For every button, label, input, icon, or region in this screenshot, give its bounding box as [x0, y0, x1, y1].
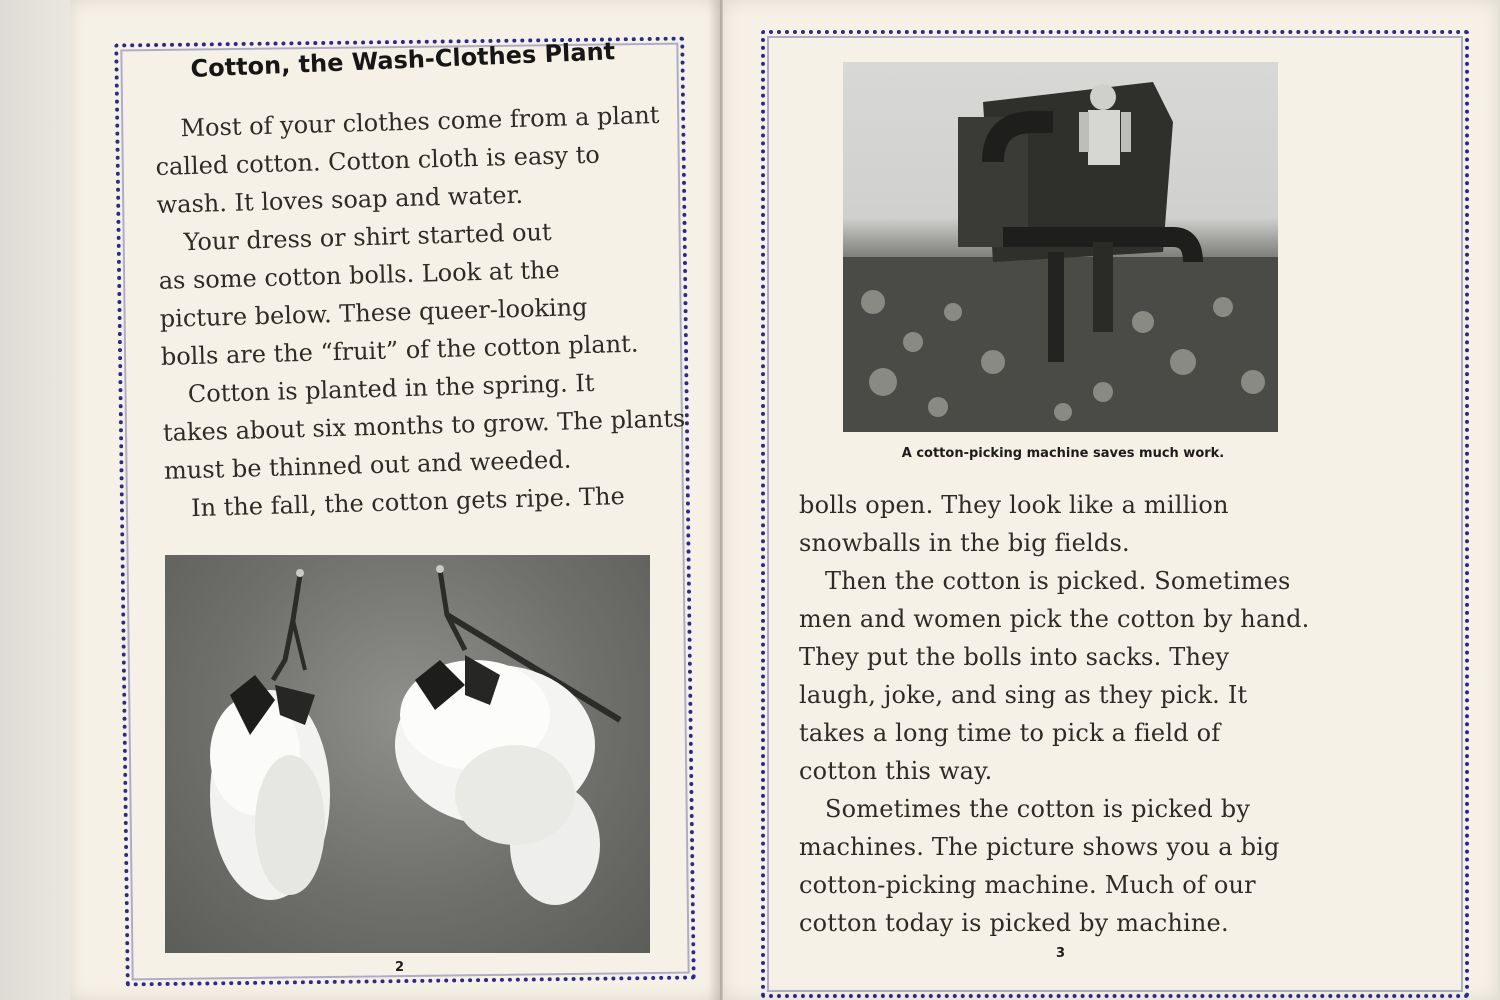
paragraph: [157, 209, 691, 376]
text-line: wash. It loves soap and water.: [156, 180, 524, 219]
text-line: Sometimes the cotton is picked by: [825, 795, 1251, 823]
machine-illustration: [843, 62, 1278, 432]
cotton-picking-machine-photo: [843, 62, 1278, 432]
right-page: [722, 0, 1498, 1000]
text-line: cotton this way.: [799, 757, 993, 785]
text-line: men and women pick the cotton by hand.: [799, 605, 1310, 633]
text-line: Then the cotton is picked. Sometimes: [825, 567, 1291, 595]
text-line: Most of your clothes come from a plant: [180, 100, 660, 143]
cotton-bolls-illustration: [165, 555, 650, 953]
text-line: cotton-picking machine. Much of our: [799, 871, 1256, 899]
paragraph: [161, 361, 694, 490]
page-number: 2: [395, 960, 405, 975]
text-line: bolls open. They look like a million: [799, 491, 1229, 519]
text-line: machines. The picture shows you a big: [799, 833, 1280, 861]
page-number: 3: [1056, 946, 1066, 961]
text-line: Cotton is planted in the spring. It: [187, 368, 595, 409]
paragraph: [799, 790, 1359, 942]
paragraph: [799, 562, 1359, 790]
text-line: Your dress or shirt started out: [183, 217, 552, 257]
cotton-bolls-photo: [165, 555, 650, 953]
page-title: Cotton, the Wash-Clothes Plant: [190, 37, 616, 83]
left-body-text: [154, 95, 695, 528]
text-line: They put the bolls into sacks. They: [799, 643, 1230, 671]
text-line: takes a long time to pick a field of: [799, 719, 1221, 747]
text-line: must be thinned out and weeded.: [163, 445, 572, 485]
photo-caption: A cotton-picking machine saves much work.: [901, 446, 1225, 461]
text-line: In the fall, the cotton gets ripe. The: [190, 482, 626, 523]
text-line: snowballs in the big fields.: [799, 529, 1130, 557]
paragraph: [799, 486, 1359, 562]
right-body-text: [799, 486, 1359, 942]
left-page: [70, 0, 721, 1000]
text-line: picture below. These queer-looking: [159, 292, 588, 333]
text-line: laugh, joke, and sing as they pick. It: [799, 681, 1248, 709]
text-line: as some cotton bolls. Look at the: [158, 255, 560, 295]
text-line: cotton today is picked by machine.: [799, 909, 1229, 937]
text-line: takes about six months to grow. The plants: [162, 404, 686, 447]
text-line: called cotton. Cotton cloth is easy to: [155, 140, 601, 181]
text-line: bolls are the “fruit” of the cotton plant.: [160, 329, 639, 371]
paragraph: [154, 95, 687, 224]
